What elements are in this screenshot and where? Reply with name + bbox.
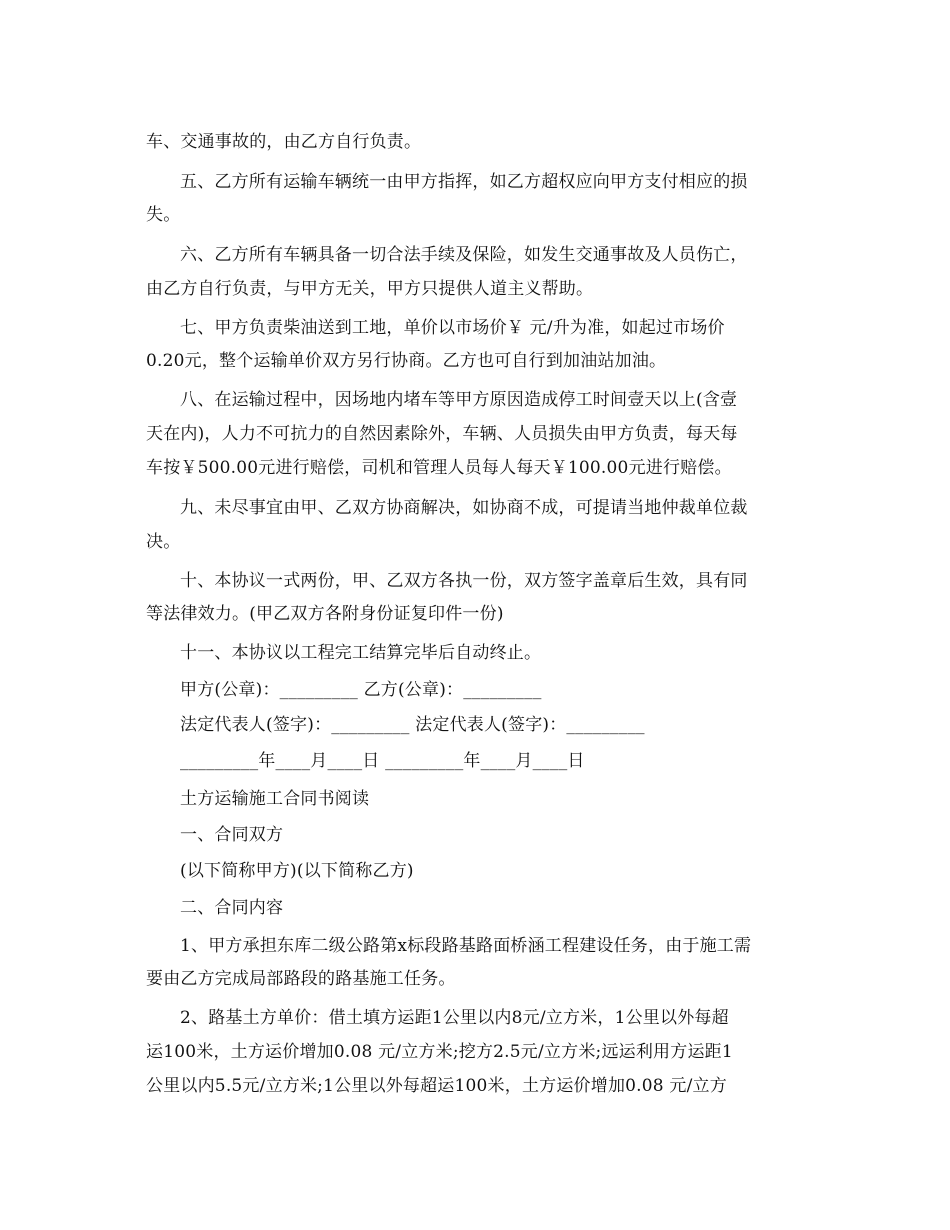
signature-date-line: _________年____月____日 _________年____月____日	[180, 751, 585, 771]
paragraph-line: 公里以内5.5元/立方米;1公里以外每超运100米，土方运价增加0.08 元/立方	[146, 1076, 727, 1096]
paragraph-line: 九、未尽事宜由甲、乙双方协商解决，如协商不成，可提请当地仲裁单位裁	[180, 498, 748, 518]
paragraph-line: 十、本协议一式两份，甲、乙双方各执一份，双方签字盖章后生效，具有同	[180, 571, 748, 591]
paragraph-line: 要由乙方完成局部路段的路基施工任务。	[146, 969, 456, 989]
signature-seal-line: 甲方(公章)：_________ 乙方(公章)：_________	[180, 680, 542, 700]
signature-representative-line: 法定代表人(签字)：_________ 法定代表人(签字)：_________	[180, 715, 645, 735]
paragraph-line: 七、甲方负责柴油送到工地，单价以市场价￥ 元/升为准，如起过市场价	[180, 318, 725, 338]
paragraph-line: (以下简称甲方)(以下简称乙方)	[180, 861, 414, 881]
paragraph-line: 运100米，土方运价增加0.08 元/立方米;挖方2.5元/立方米;远运利用方运距1	[146, 1042, 733, 1062]
paragraph-line: 2、路基土方单价：借土填方运距1公里以内8元/立方米，1公里以外每超	[180, 1008, 729, 1028]
paragraph-line: 八、在运输过程中，因场地内堵车等甲方原因造成停工时间壹天以上(含壹	[180, 390, 738, 410]
paragraph-line: 六、乙方所有车辆具备一切合法手续及保险，如发生交通事故及人员伤亡，	[180, 245, 748, 265]
section-heading: 二、合同内容	[180, 898, 284, 918]
paragraph-line: 十一、本协议以工程完工结算完毕后自动终止。	[180, 643, 542, 663]
paragraph-line: 车按￥500.00元进行赔偿，司机和管理人员每人每天￥100.00元进行赔偿。	[146, 458, 732, 478]
paragraph-line: 五、乙方所有运输车辆统一由甲方指挥，如乙方超权应向甲方支付相应的损	[180, 172, 748, 192]
paragraph-line: 由乙方自行负责，与甲方无关，甲方只提供人道主义帮助。	[146, 279, 594, 299]
paragraph-line: 失。	[146, 205, 181, 225]
paragraph-line: 1、甲方承担东库二级公路第x标段路基路面桥涵工程建设任务，由于施工需	[180, 936, 752, 956]
section-title: 土方运输施工合同书阅读	[180, 789, 370, 809]
paragraph-line: 决。	[146, 532, 181, 552]
paragraph-line: 车、交通事故的，由乙方自行负责。	[146, 132, 422, 152]
paragraph-line: 等法律效力。(甲乙双方各附身份证复印件一份)	[146, 604, 504, 624]
paragraph-line: 0.20元，整个运输单价双方另行协商。乙方也可自行到加油站加油。	[146, 351, 667, 371]
paragraph-line: 天在内)，人力不可抗力的自然因素除外，车辆、人员损失由甲方负责，每天每	[146, 424, 738, 444]
section-heading: 一、合同双方	[180, 825, 284, 845]
